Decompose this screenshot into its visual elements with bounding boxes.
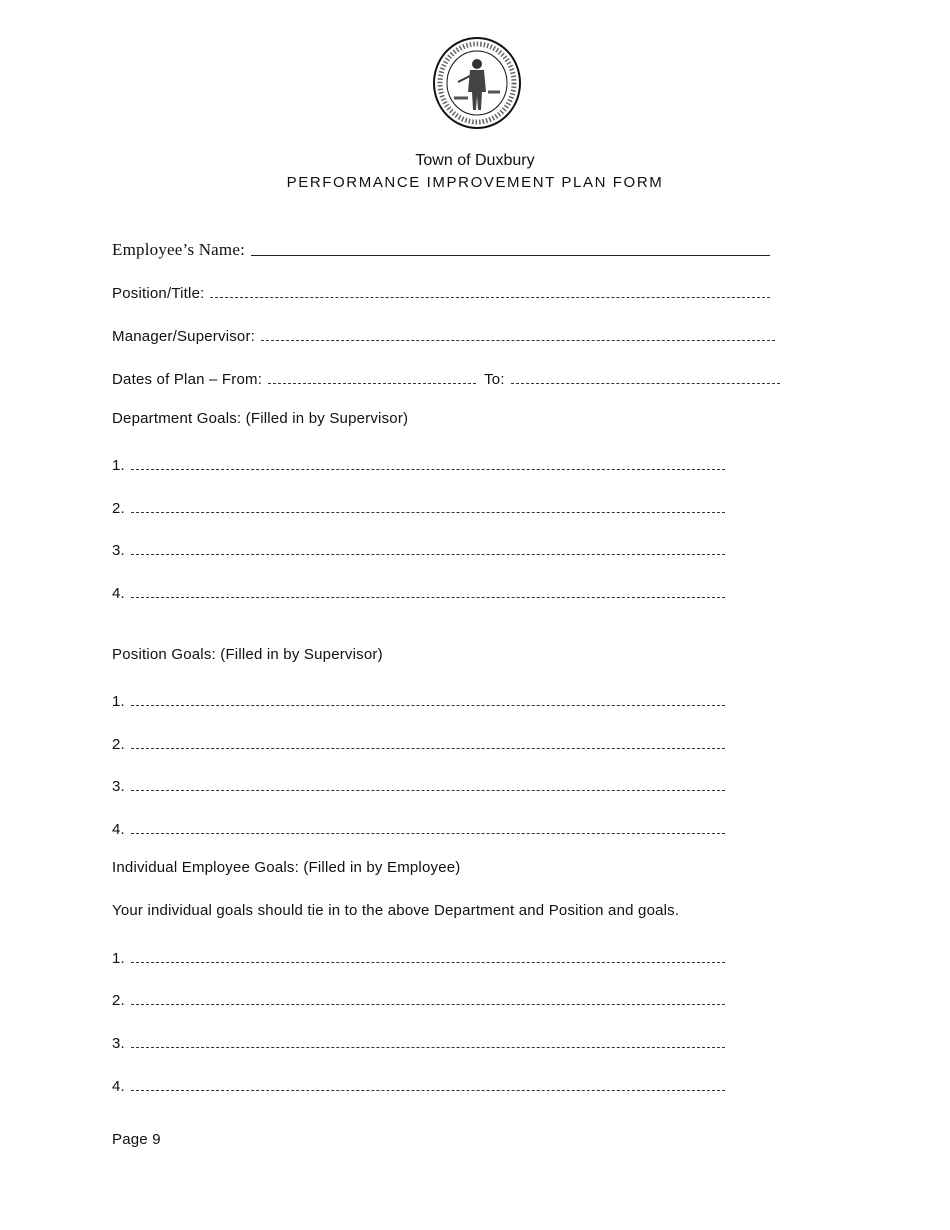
position-goals-heading: Position Goals: (Filled in by Supervisor): [112, 646, 383, 663]
goal-line[interactable]: [131, 705, 725, 706]
item-number: 3.: [112, 1035, 125, 1052]
goal-line[interactable]: [131, 554, 725, 555]
dates-to-label: To:: [484, 371, 505, 388]
form-title: PERFORMANCE IMPROVEMENT PLAN FORM: [286, 174, 664, 191]
item-number: 3.: [112, 542, 125, 559]
department-goal-2[interactable]: [112, 495, 725, 517]
individual-goal-1[interactable]: [112, 945, 725, 967]
manager-field[interactable]: [112, 323, 775, 345]
goal-line[interactable]: [131, 1047, 725, 1048]
position-goal-4[interactable]: [112, 816, 725, 838]
goal-line[interactable]: [131, 962, 725, 963]
position-title-field[interactable]: [112, 280, 770, 302]
department-goal-4[interactable]: [112, 580, 725, 602]
goal-line[interactable]: [131, 790, 725, 791]
individual-goal-4[interactable]: [112, 1073, 725, 1095]
manager-line[interactable]: [261, 340, 775, 341]
individual-goals-heading: Individual Employee Goals: (Filled in by Employee): [112, 859, 461, 876]
individual-goals-note: Your individual goals should tie in to the above Department and Position and goals.: [112, 902, 680, 919]
department-goals-heading: Department Goals: (Filled in by Supervisor): [112, 410, 409, 427]
position-title-line[interactable]: [210, 297, 770, 298]
employee-name-field[interactable]: [112, 238, 770, 260]
item-number: 4.: [112, 821, 125, 838]
position-title-label: Position/Title:: [112, 285, 205, 302]
manager-label: Manager/Supervisor:: [112, 328, 256, 345]
position-goal-2[interactable]: [112, 731, 725, 753]
item-number: 2.: [112, 992, 125, 1009]
department-goal-3[interactable]: [112, 537, 725, 559]
goal-line[interactable]: [131, 833, 725, 834]
goal-line[interactable]: [131, 1090, 725, 1091]
item-number: 3.: [112, 778, 125, 795]
page-number: Page 9: [112, 1131, 161, 1148]
employee-name-line[interactable]: [251, 255, 770, 256]
dates-from-line[interactable]: [268, 383, 476, 384]
item-number: 1.: [112, 693, 125, 710]
item-number: 2.: [112, 736, 125, 753]
item-number: 4.: [112, 1078, 125, 1095]
goal-line[interactable]: [131, 597, 725, 598]
dates-of-plan-field[interactable]: [112, 366, 780, 388]
position-goal-1[interactable]: [112, 688, 725, 710]
item-number: 1.: [112, 457, 125, 474]
individual-goal-3[interactable]: [112, 1030, 725, 1052]
goal-line[interactable]: [131, 469, 725, 470]
goal-line[interactable]: [131, 512, 725, 513]
department-goal-1[interactable]: [112, 452, 725, 474]
individual-goal-2[interactable]: [112, 987, 725, 1009]
item-number: 1.: [112, 950, 125, 967]
position-goal-3[interactable]: [112, 773, 725, 795]
town-seal-logo: [432, 36, 522, 130]
employee-name-label: Employee’s Name:: [112, 240, 246, 259]
town-name: Town of Duxbury: [415, 152, 535, 169]
item-number: 2.: [112, 500, 125, 517]
dates-from-label: Dates of Plan – From:: [112, 371, 263, 388]
dates-to-line[interactable]: [511, 383, 780, 384]
goal-line[interactable]: [131, 748, 725, 749]
item-number: 4.: [112, 585, 125, 602]
goal-line[interactable]: [131, 1004, 725, 1005]
